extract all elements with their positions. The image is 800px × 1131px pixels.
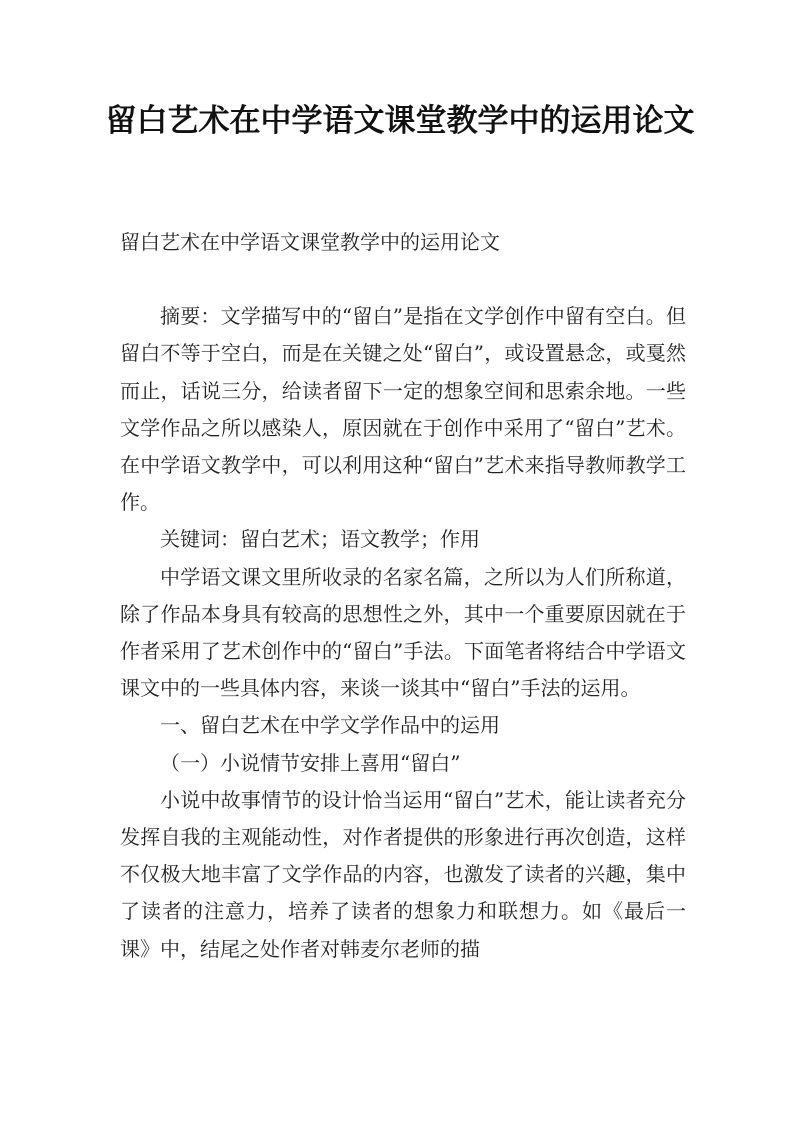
subsection-heading: （一）小说情节安排上喜用“留白” xyxy=(160,750,461,775)
section-heading: 一、留白艺术在中学文学作品中的运用 xyxy=(160,713,500,738)
document-subtitle: 留白艺术在中学语文课堂教学中的运用论文 xyxy=(120,230,500,254)
document-title: 留白艺术在中学语文课堂教学中的运用论文 xyxy=(105,103,695,139)
intro-paragraph: 中学语文课文里所收录的名家名篇，之所以为人们所称道，除了作品本身具有较高的思想性之外，其中一个重要原因就在于作者采用了艺术创作中的“留白”手法。下面笔者将结合中学语文课文中的一些具体内容，来谈一谈其中“留白”手法的运用。 xyxy=(120,564,686,701)
document-body xyxy=(120,224,686,968)
abstract-paragraph: 摘要：文学描写中的“留白”是指在文学创作中留有空白。但留白不等于空白，而是在关键之处“留白”，或设置悬念，或戛然而止，话说三分，给读者留下一定的想象空间和思索余地。一些文学作品之所以感染人，原因就在于创作中采用了“留白”艺术。在中学语文教学中，可以利用这种“留白”艺术来指导教师教学工作。 xyxy=(120,304,686,515)
body-paragraph: 小说中故事情节的设计恰当运用“留白”艺术，能让读者充分发挥自我的主观能动性，对作者提供的形象进行再次创造，这样不仅极大地丰富了文学作品的内容，也激发了读者的兴趣，集中了读者的注意力，培养了读者的想象力和联想力。如《最后一课》中，结尾之处作者对韩麦尔老师的描 xyxy=(120,787,686,961)
keywords-paragraph: 关键词：留白艺术；语文教学；作用 xyxy=(160,527,480,552)
